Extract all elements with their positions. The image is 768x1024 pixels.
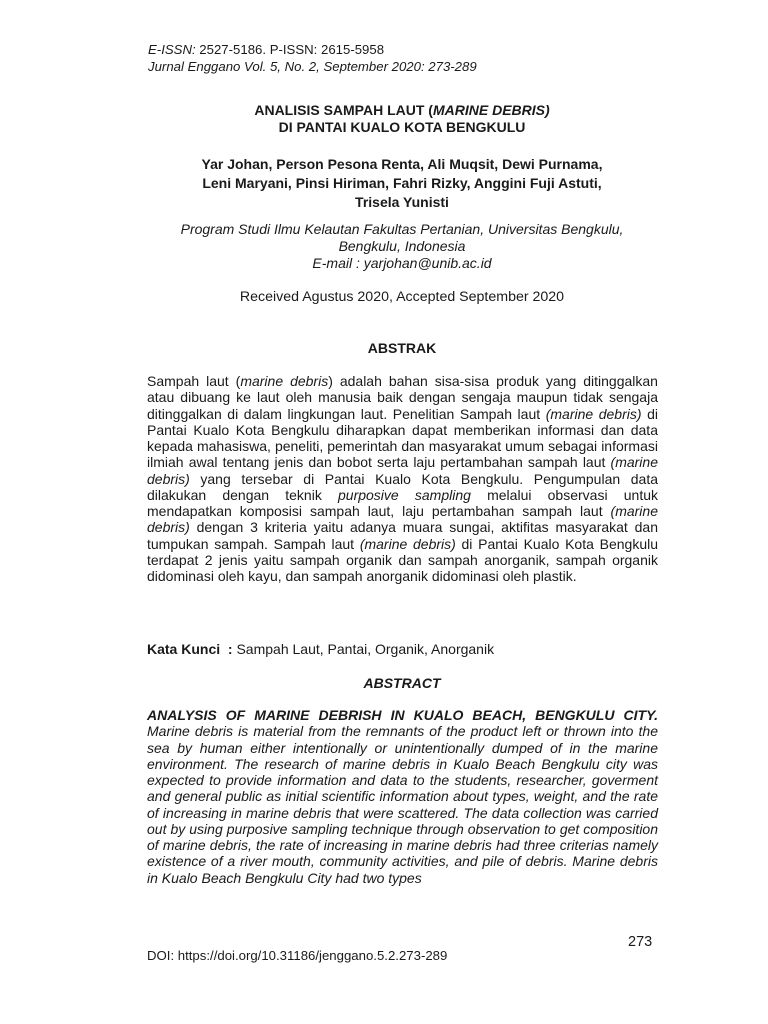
abstrak-text: yang tersebar di Pantai Kualo Kota Bengkulu. Pengumpulan data dilakukan dengan teknik	[147, 470, 658, 503]
keywords	[147, 641, 494, 657]
journal-header	[148, 41, 477, 75]
abstrak-term: (marine debris)	[359, 535, 456, 552]
issn-line	[148, 41, 477, 58]
keywords-label: Kata Kunci	[147, 641, 221, 657]
keywords-value: Sampah Laut, Pantai, Organik, Anorganik	[236, 641, 495, 657]
affiliation-line-2: Bengkulu, Indonesia	[338, 238, 466, 254]
keywords-separator: :	[220, 641, 237, 657]
authors-line-3: Trisela Yunisti	[355, 194, 449, 210]
abstract-text: Marine debris is material from the remnants of the product left or thrown into the sea by human either intentionally or unintentionally dumped of in the marine environment. The research of marine debris in Kualo Beach Bengkulu city was expected to provide information and data to the students, researcher, goverment and general public as initial scientific information about types, weight, and the rate of increasing in marine debris that were scattered. The data collection was carried out by using purposive sampling technique through observation to get composition of marine debris, the rate of increasing in marine debris had three criterias namely existence of a river mouth, community activities, and pile of debris. Marine debris in Kualo Beach Bengkulu City had two types	[147, 723, 658, 886]
affiliation-line-1: Program Studi Ilmu Kelautan Fakultas Pertanian, Universitas Bengkulu,	[180, 221, 624, 237]
issn-label: E-ISSN:	[148, 42, 196, 57]
title-line-2: DI PANTAI KUALO KOTA BENGKULU	[278, 119, 526, 135]
abstrak-text: di Pantai Kualo Kota Bengkulu diharapkan dapat memberikan informasi dan data kepada mahasiswa, peneliti, pemerintah dan masyarakat umum sebagai informasi ilmiah awal tentang jenis dan bobot serta laju pertambahan sampah laut	[147, 405, 658, 471]
authors-line-1: Yar Johan, Person Pesona Renta, Ali Muqsit, Dewi Purnama,	[201, 156, 603, 172]
abstrak-term: (marine debris)	[147, 454, 658, 487]
abstrak-term: purposive sampling	[338, 486, 471, 503]
issn-numbers: 2527-5186. P-ISSN: 2615-5958	[195, 42, 385, 57]
abstrak-heading: ABSTRAK	[367, 340, 437, 356]
abstract-lead: ANALYSIS OF MARINE DEBRISH IN KUALO BEACH, BENGKULU CITY.	[147, 707, 658, 723]
received-dates: Received Agustus 2020, Accepted September 2020	[239, 289, 565, 305]
abstrak-term: (marine debris)	[545, 405, 642, 422]
paper-title	[140, 102, 664, 136]
title-line-1-text: ANALISIS SAMPAH LAUT (	[254, 102, 433, 118]
doi-link[interactable]: DOI: https://doi.org/10.31186/jenggano.5.2.273-289	[147, 948, 448, 963]
abstrak-text: di Pantai Kualo Kota Bengkulu terdapat 2 jenis yaitu sampah organik dan sampah anorganik, sampah organik didominasi oleh kayu, dan sampah anorganik didominasi oleh plastik.	[147, 535, 659, 584]
abstrak-term: marine debris	[240, 373, 329, 389]
abstrak-text: ) adalah bahan sisa-sisa produk yang ditinggalkan atau dibuang ke laut oleh manusia baik dengan sengaja maupun tidak sengaja ditinggalkan di dalam lingkungan laut. Penelitian Sampah laut	[147, 373, 658, 422]
authors-line-2: Leni Maryani, Pinsi Hiriman, Fahri Rizky, Anggini Fuji Astuti,	[202, 175, 602, 191]
journal-citation: Jurnal Enggano Vol. 5, No. 2, September 2020: 273-289	[148, 59, 477, 74]
abstract-body	[147, 707, 658, 886]
abstrak-text: melalui observasi untuk mendapatkan komposisi sampah laut, laju pertambahan sampah laut	[147, 486, 658, 519]
page-number: 273	[628, 934, 653, 950]
abstract-heading: ABSTRACT	[363, 675, 441, 691]
affiliation	[140, 221, 664, 272]
author-list	[140, 155, 664, 212]
abstrak-term: (marine debris)	[147, 503, 658, 536]
affiliation-email: E-mail : yarjohan@unib.ac.id	[312, 255, 492, 271]
abstrak-text: dengan 3 kriteria yaitu adanya muara sungai, aktifitas masyarakat dan tumpukan sampah. Sampah laut	[147, 519, 658, 552]
title-line-1-italic: MARINE DEBRIS)	[432, 102, 550, 118]
abstrak-body	[147, 373, 658, 584]
abstrak-text: Sampah laut (	[147, 373, 241, 389]
title-line-1	[140, 102, 664, 119]
